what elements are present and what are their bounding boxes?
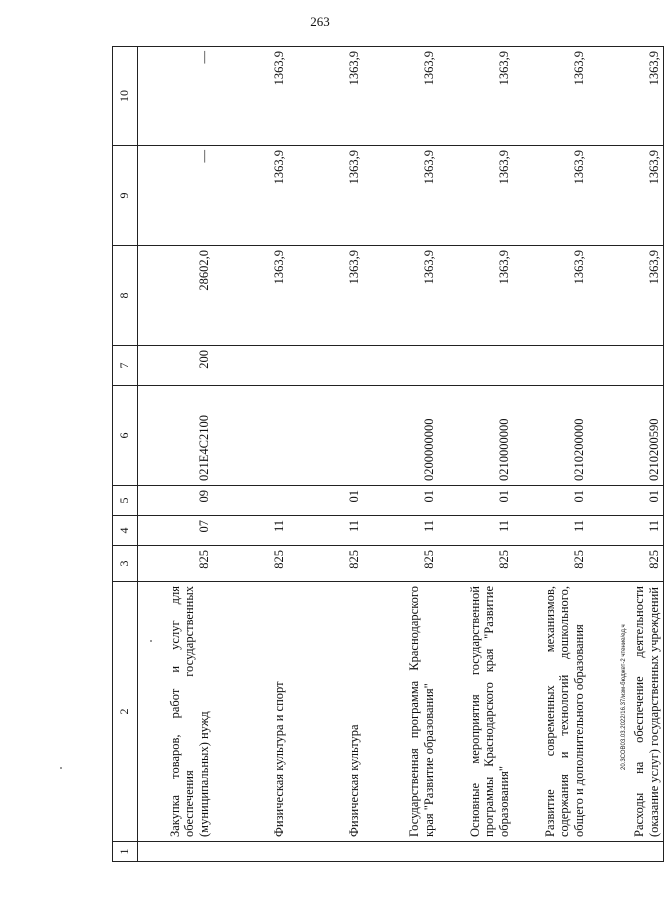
amount-cell: 1363,9 bbox=[513, 246, 588, 346]
row-number-cell bbox=[213, 842, 288, 862]
table-row bbox=[138, 47, 214, 862]
subsection-code-cell: 09 bbox=[138, 486, 214, 516]
ministry-code-cell: 825 bbox=[213, 546, 288, 582]
target-article-cell: 0200000000 bbox=[363, 386, 438, 486]
subsection-code-cell: 01 bbox=[588, 486, 664, 516]
amount-cell: — bbox=[138, 146, 214, 246]
expense-type-cell bbox=[513, 346, 588, 386]
table-header-row bbox=[113, 47, 138, 862]
table-row bbox=[213, 47, 288, 862]
subsection-code-cell bbox=[213, 486, 288, 516]
column-header: 1 bbox=[113, 842, 138, 862]
table-row bbox=[438, 47, 513, 862]
subsection-code-cell: 01 bbox=[513, 486, 588, 516]
column-header: 2 bbox=[113, 582, 138, 842]
item-name-cell: Физическая культура bbox=[288, 582, 363, 842]
amount-cell: 1363,9 bbox=[288, 246, 363, 346]
amount-cell: 1363,9 bbox=[513, 146, 588, 246]
ministry-code-cell: 825 bbox=[513, 546, 588, 582]
ministry-code-cell: 825 bbox=[438, 546, 513, 582]
amount-cell: — bbox=[138, 47, 214, 146]
section-code-cell: 11 bbox=[363, 516, 438, 546]
row-number-cell bbox=[588, 842, 664, 862]
amount-cell: 1363,9 bbox=[213, 47, 288, 146]
column-header: 3 bbox=[113, 546, 138, 582]
expense-type-cell bbox=[288, 346, 363, 386]
item-name-cell: Закупка товаров, работ и услуг для обеспечения государственных (муниципальных) нужд bbox=[138, 582, 214, 842]
section-code-cell: 11 bbox=[588, 516, 664, 546]
target-article-cell: 021E4С2100 bbox=[138, 386, 214, 486]
target-article-cell bbox=[288, 386, 363, 486]
ministry-code-cell: 825 bbox=[363, 546, 438, 582]
amount-cell: 1363,9 bbox=[363, 146, 438, 246]
page-number: 263 bbox=[310, 14, 330, 29]
section-code-cell: 07 bbox=[138, 516, 214, 546]
expense-type-cell bbox=[588, 346, 664, 386]
ministry-code-cell: 825 bbox=[588, 546, 664, 582]
column-header: 8 bbox=[113, 246, 138, 346]
column-header: 4 bbox=[113, 516, 138, 546]
amount-cell: 1363,9 bbox=[288, 146, 363, 246]
row-number-cell bbox=[438, 842, 513, 862]
amount-cell: 1363,9 bbox=[513, 47, 588, 146]
column-header: 9 bbox=[113, 146, 138, 246]
column-header: 10 bbox=[113, 47, 138, 146]
item-name-cell: Развитие современных механизмов, содержания и технологий дошкольного, общего и дополнительного образования bbox=[513, 582, 588, 842]
budget-table bbox=[112, 46, 664, 862]
subsection-code-cell: 01 bbox=[438, 486, 513, 516]
target-article-cell: 0210000000 bbox=[438, 386, 513, 486]
ministry-code-cell: 825 bbox=[138, 546, 214, 582]
target-article-cell: 0210200000 bbox=[513, 386, 588, 486]
item-name-cell: Физическая культура и спорт bbox=[213, 582, 288, 842]
scan-speck bbox=[60, 767, 62, 769]
column-header: 7 bbox=[113, 346, 138, 386]
target-article-cell bbox=[213, 386, 288, 486]
amount-cell: 1363,9 bbox=[363, 47, 438, 146]
amount-cell: 1363,9 bbox=[213, 246, 288, 346]
subsection-code-cell: 01 bbox=[288, 486, 363, 516]
section-code-cell: 11 bbox=[513, 516, 588, 546]
expense-type-cell bbox=[213, 346, 288, 386]
item-name-cell: Государственная программа Краснодарского края "Развитие образования" bbox=[363, 582, 438, 842]
expense-type-cell bbox=[363, 346, 438, 386]
table-row bbox=[363, 47, 438, 862]
section-code-cell: 11 bbox=[438, 516, 513, 546]
table-row bbox=[513, 47, 588, 862]
amount-cell: 1363,9 bbox=[363, 246, 438, 346]
item-name-cell: Основные мероприятия государственной программы Краснодарского края "Развитие образования" bbox=[438, 582, 513, 842]
amount-cell: 1363,9 bbox=[588, 246, 664, 346]
column-header: 5 bbox=[113, 486, 138, 516]
table-row bbox=[288, 47, 363, 862]
row-number-cell bbox=[288, 842, 363, 862]
amount-cell: 1363,9 bbox=[588, 146, 664, 246]
row-number-cell bbox=[363, 842, 438, 862]
amount-cell: 1363,9 bbox=[213, 146, 288, 246]
amount-cell: 1363,9 bbox=[438, 47, 513, 146]
section-code-cell: 11 bbox=[213, 516, 288, 546]
amount-cell: 1363,9 bbox=[438, 146, 513, 246]
ministry-code-cell: 825 bbox=[288, 546, 363, 582]
subsection-code-cell: 01 bbox=[363, 486, 438, 516]
target-article-cell: 0210200590 bbox=[588, 386, 664, 486]
column-header: 6 bbox=[113, 386, 138, 486]
row-number-cell bbox=[138, 842, 214, 862]
expense-type-cell bbox=[438, 346, 513, 386]
document-footer-code: 20.3СОВ03.03.2022/16.37/изм-бюджет-2 чтение/ед.ч bbox=[621, 624, 627, 770]
amount-cell: 1363,9 bbox=[288, 47, 363, 146]
amount-cell: 28602,0 bbox=[138, 246, 214, 346]
row-number-cell bbox=[513, 842, 588, 862]
section-code-cell: 11 bbox=[288, 516, 363, 546]
item-name-cell: Расходы на обеспечение деятельности (оказание услуг) государственных учреждений bbox=[588, 582, 664, 842]
expense-type-cell: 200 bbox=[138, 346, 214, 386]
amount-cell: 1363,9 bbox=[438, 246, 513, 346]
amount-cell: 1363,9 bbox=[588, 47, 664, 146]
